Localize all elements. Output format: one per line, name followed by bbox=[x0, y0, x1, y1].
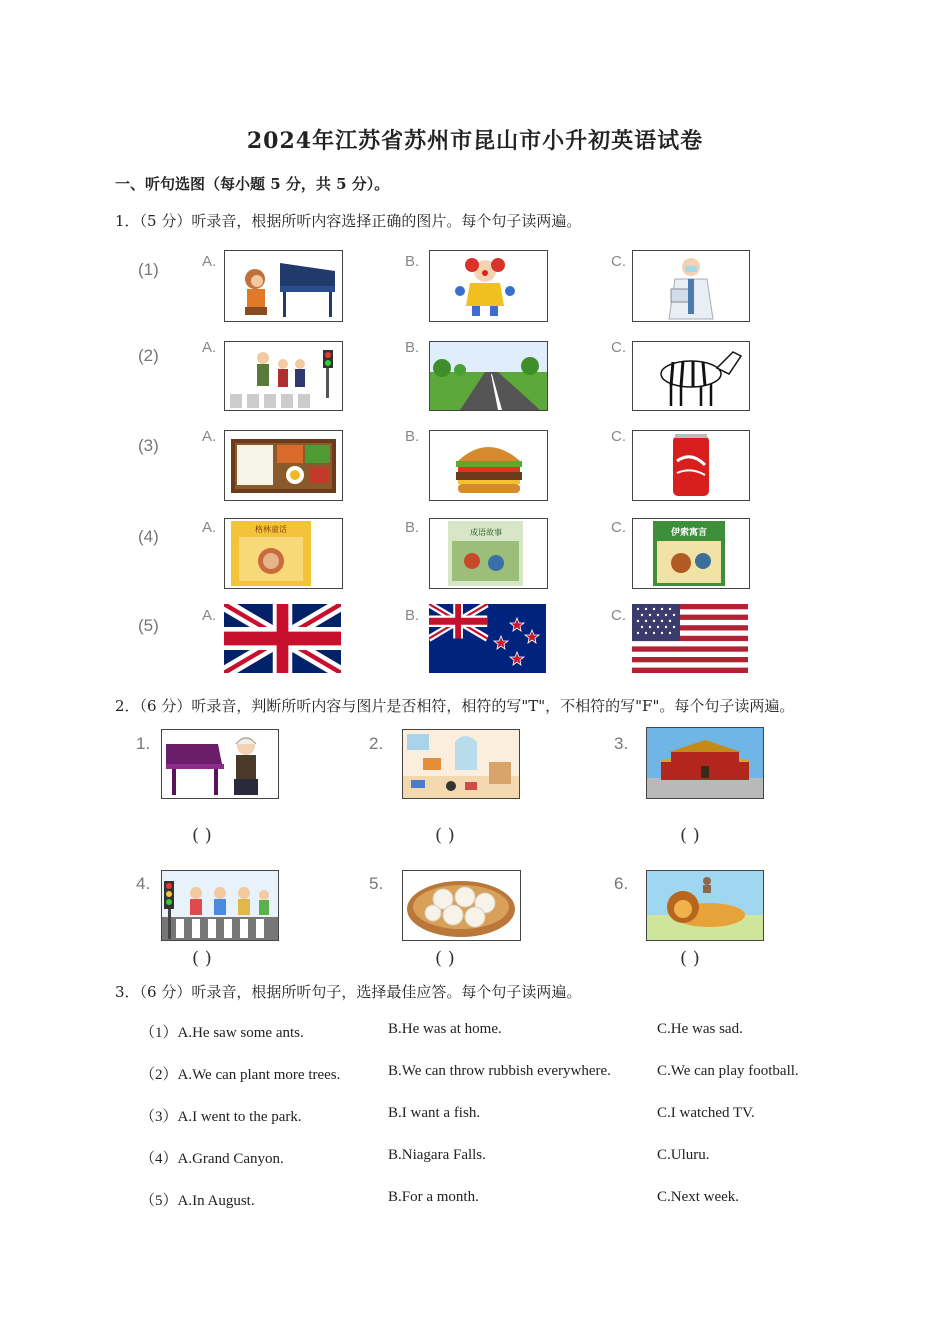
uk-flag-image bbox=[224, 604, 341, 673]
q3-item-5-option-a: （5）A.In August. bbox=[140, 1193, 255, 1209]
q3-item-4-option-b: B.Niagara Falls. bbox=[388, 1147, 486, 1163]
row-1-option-c-label: C. bbox=[611, 253, 626, 270]
clown-image bbox=[429, 250, 548, 322]
road-image bbox=[429, 341, 548, 411]
row-1-option-b-label: B. bbox=[405, 253, 420, 270]
q2-item-6-answer[interactable]: ( ) bbox=[680, 948, 700, 969]
q3-item-3-option-a: （3）A.I went to the park. bbox=[140, 1109, 302, 1125]
q2-item-4-answer[interactable]: ( ) bbox=[192, 948, 212, 969]
idiom-stories-book-image bbox=[429, 518, 548, 589]
q2-item-2-number: 2. bbox=[369, 734, 384, 753]
aesop-fables-book-image bbox=[632, 518, 750, 589]
q2-item-3-number: 3. bbox=[614, 734, 629, 753]
row-3-number: (3) bbox=[138, 436, 159, 455]
q3-item-2-option-a: （2）A.We can plant more trees. bbox=[140, 1067, 341, 1083]
row-4-option-b-label: B. bbox=[405, 519, 420, 536]
zebra-image bbox=[632, 341, 750, 411]
row-5-option-c-label: C. bbox=[611, 607, 626, 624]
page-title: 2024年江苏省苏州市昆山市小升初英语试卷 bbox=[246, 128, 704, 154]
q2-item-1-answer[interactable]: ( ) bbox=[192, 825, 212, 846]
question-1-text: 1．（5 分）听录音，根据所听内容选择正确的图片。每个句子读两遍。 bbox=[115, 212, 582, 230]
tiananmen-image bbox=[646, 727, 764, 799]
cola-can-image bbox=[632, 430, 750, 501]
q3-item-3-option-b: B.I want a fish. bbox=[388, 1105, 481, 1121]
row-5-option-a-label: A. bbox=[202, 607, 217, 624]
new-zealand-flag-image bbox=[429, 604, 546, 673]
lion-image bbox=[646, 870, 764, 941]
q3-item-4-option-c: C.Uluru. bbox=[657, 1147, 710, 1163]
row-1-option-a-label: A. bbox=[202, 253, 217, 270]
girl-piano-image bbox=[224, 250, 343, 322]
row-2-option-c-label: C. bbox=[611, 339, 626, 356]
row-4-option-c-label: C. bbox=[611, 519, 626, 536]
section-1-heading: 一、听句选图（每小题 5 分，共 5 分）。 bbox=[115, 175, 390, 193]
row-3-option-c-label: C. bbox=[611, 428, 626, 445]
grimm-fairy-tales-book-image bbox=[224, 518, 343, 589]
q3-item-1-option-b: B.He was at home. bbox=[388, 1021, 502, 1037]
steamed-buns-image bbox=[402, 870, 521, 941]
usa-flag-image bbox=[632, 604, 748, 673]
children-crosswalk-image bbox=[161, 870, 279, 941]
question-3-text: 3．（6 分）听录音，根据所听句子，选择最佳应答。每个句子读两遍。 bbox=[115, 983, 582, 1001]
doctor-image bbox=[632, 250, 750, 322]
hamburger-image bbox=[429, 430, 548, 501]
book-c-title: 伊索寓言 bbox=[670, 528, 708, 538]
row-5-number: (5) bbox=[138, 616, 159, 635]
row-5-option-b-label: B. bbox=[405, 607, 420, 624]
man-playing-piano-image bbox=[161, 729, 279, 799]
q2-item-5-number: 5. bbox=[369, 874, 384, 893]
crossing-road-image bbox=[224, 341, 343, 411]
row-2-option-b-label: B. bbox=[405, 339, 420, 356]
row-4-option-a-label: A. bbox=[202, 519, 217, 536]
q3-item-5-option-c: C.Next week. bbox=[657, 1189, 740, 1205]
row-3-option-a-label: A. bbox=[202, 428, 217, 445]
messy-room-image bbox=[402, 729, 520, 799]
q2-item-2-answer[interactable]: ( ) bbox=[435, 825, 455, 846]
q2-item-4-number: 4. bbox=[136, 874, 151, 893]
question-2-text: 2．（6 分）听录音，判断所听内容与图片是否相符，相符的写"T"，不相符的写"F"。每个句子读两遍。 bbox=[115, 697, 795, 715]
row-1-number: (1) bbox=[138, 260, 159, 279]
q3-item-1-option-a: （1）A.He saw some ants. bbox=[140, 1025, 304, 1041]
row-3-option-b-label: B. bbox=[405, 428, 420, 445]
q2-item-3-answer[interactable]: ( ) bbox=[680, 825, 700, 846]
q3-item-1-option-c: C.He was sad. bbox=[657, 1021, 743, 1037]
row-2-number: (2) bbox=[138, 346, 159, 365]
book-a-title: 格林童话 bbox=[255, 525, 287, 534]
row-4-number: (4) bbox=[138, 527, 159, 546]
row-2-option-a-label: A. bbox=[202, 339, 217, 356]
q3-item-5-option-b: B.For a month. bbox=[388, 1189, 479, 1205]
q2-item-6-number: 6. bbox=[614, 874, 629, 893]
bento-box-image bbox=[224, 430, 343, 501]
q2-item-1-number: 1. bbox=[136, 734, 151, 753]
q2-item-5-answer[interactable]: ( ) bbox=[435, 948, 455, 969]
q3-item-2-option-b: B.We can throw rubbish everywhere. bbox=[388, 1063, 611, 1079]
q3-item-2-option-c: C.We can play football. bbox=[657, 1063, 799, 1079]
book-b-title: 成语故事 bbox=[470, 528, 502, 537]
q3-item-3-option-c: C.I watched TV. bbox=[657, 1105, 755, 1121]
q3-item-4-option-a: （4）A.Grand Canyon. bbox=[140, 1151, 284, 1167]
